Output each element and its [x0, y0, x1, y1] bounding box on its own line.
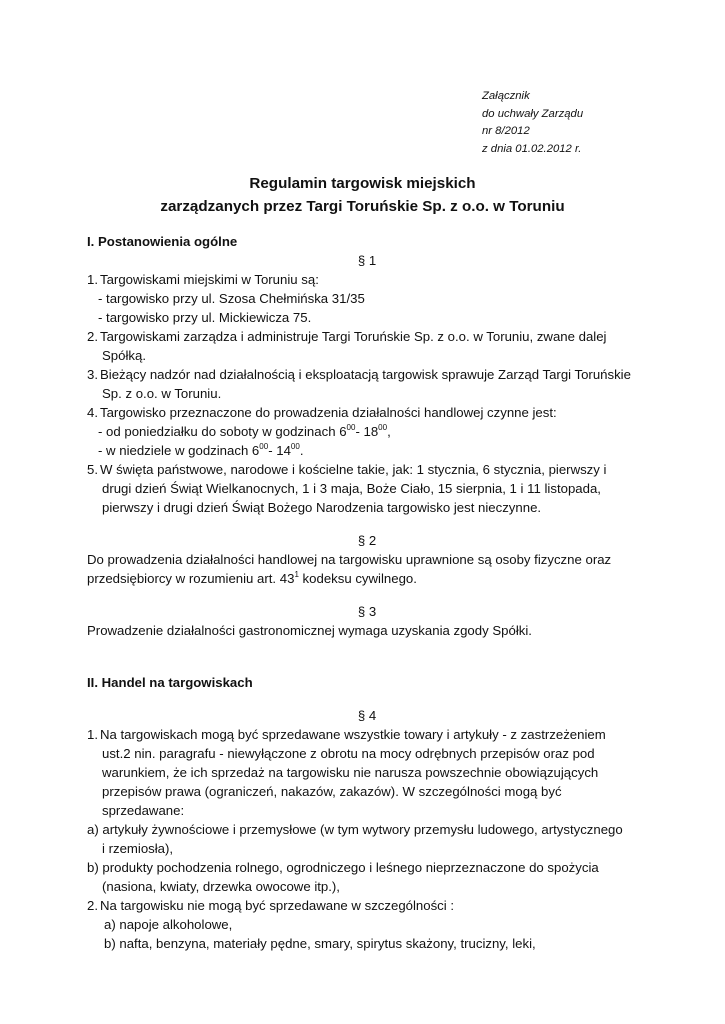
item-number: 5.: [87, 462, 98, 477]
document-title: [0, 172, 725, 218]
item-number: 1.: [87, 727, 98, 742]
section-heading: II. Handel na targowiskach: [87, 675, 253, 690]
list-item-continuation: Sp. z o.o. w Toruniu.: [102, 386, 222, 401]
annex-line: z dnia 01.02.2012 r.: [482, 142, 582, 155]
document-body: [87, 232, 647, 953]
paragraph-mark: § 3: [357, 604, 377, 619]
list-item-continuation: Spółką.: [102, 348, 146, 363]
item-number: 2.: [87, 329, 98, 344]
text-run: kodeksu cywilnego.: [298, 571, 417, 586]
list-subitem: a) artykuły żywnościowe i przemysłowe (w tym wytwory przemysłu ludowego, artystycznego: [87, 822, 623, 837]
annex-note: [482, 88, 583, 158]
item-text: Bieżący nadzór nad działalnością i eksploatacją targowisk sprawuje Zarząd Targi Toruńskie: [100, 367, 631, 382]
hours-minutes: 00: [259, 442, 269, 451]
list-subitem: b) produkty pochodzenia rolnego, ogrodniczego i leśnego nieprzeznaczone do spożycia: [87, 860, 599, 875]
hours-text: .: [299, 443, 304, 458]
list-item: [87, 725, 647, 744]
list-subitem: a) napoje alkoholowe,: [104, 917, 233, 932]
hours-minutes: 00: [290, 442, 300, 451]
item-number: 2.: [87, 898, 98, 913]
paragraph-mark: § 2: [357, 533, 377, 548]
list-item: [87, 896, 647, 915]
paragraph-text: [87, 569, 647, 588]
list-item-continuation: ust.2 nin. paragrafu - niewyłączone z obrotu na mocy odrębnych przepisów oraz pod: [102, 746, 595, 761]
annex-line: do uchwały Zarządu: [482, 107, 584, 120]
annex-line: Załącznik: [482, 90, 530, 102]
text-run: przedsiębiorcy w rozumieniu art. 43: [87, 571, 295, 586]
hours-text: - w niedziele w godzinach 6: [98, 443, 260, 458]
list-item: [87, 270, 647, 289]
hours-minutes: 00: [378, 423, 388, 432]
list-item-continuation: warunkiem, że ich sprzedaż na targowisku nie narusza powszechnie obowiązujących: [102, 765, 599, 780]
title-line: Regulamin targowisk miejskich: [249, 175, 476, 192]
list-subitem: [87, 422, 647, 441]
item-text: Targowisko przeznaczone do prowadzenia działalności handlowej czynne jest:: [100, 405, 557, 420]
item-text: Targowiskami miejskimi w Toruniu są:: [100, 272, 319, 287]
item-number: 1.: [87, 272, 98, 287]
list-item-continuation: drugi dzień Świąt Wielkanocnych, 1 i 3 maja, Boże Ciało, 15 sierpnia, 1 i 11 listopada,: [102, 481, 601, 496]
section-heading: I. Postanowienia ogólne: [87, 234, 238, 249]
list-item: [87, 403, 647, 422]
title-line: zarządzanych przez Targi Toruńskie Sp. z o.o. w Toruniu: [160, 198, 565, 215]
item-text: W święta państwowe, narodowe i kościelne takie, jak: 1 stycznia, 6 stycznia, pierwszy i: [100, 462, 607, 477]
list-subitem: - targowisko przy ul. Szosa Chełmińska 31/35: [98, 291, 365, 306]
paragraph-text: Do prowadzenia działalności handlowej na targowisku uprawnione są osoby fizyczne oraz: [87, 552, 612, 567]
list-item: [87, 365, 647, 384]
paragraph-mark: § 1: [357, 253, 377, 268]
list-item-continuation: przepisów prawa (ograniczeń, nakazów, zakazów). W szczególności mogą być: [102, 784, 562, 799]
hours-text: - od poniedziałku do soboty w godzinach 6: [98, 424, 347, 439]
list-subitem: b) nafta, benzyna, materiały pędne, smary, spirytus skażony, trucizny, leki,: [104, 936, 536, 951]
hours-minutes: 00: [346, 423, 356, 432]
list-item-continuation: (nasiona, kwiaty, drzewka owocowe itp.),: [102, 879, 340, 894]
item-text: Na targowisku nie mogą być sprzedawane w szczególności :: [100, 898, 455, 913]
list-item-continuation: i rzemiosła),: [102, 841, 174, 856]
hours-text: - 18: [355, 424, 379, 439]
list-item: [87, 460, 647, 479]
item-number: 3.: [87, 367, 98, 382]
item-number: 4.: [87, 405, 98, 420]
list-item: [87, 327, 647, 346]
paragraph-text: Prowadzenie działalności gastronomicznej wymaga uzyskania zgody Spółki.: [87, 623, 532, 638]
annex-line: nr 8/2012: [482, 125, 530, 137]
hours-text: ,: [387, 424, 391, 439]
paragraph-mark: § 4: [357, 708, 377, 723]
list-subitem: - targowisko przy ul. Mickiewicza 75.: [98, 310, 312, 325]
list-subitem: [87, 441, 647, 460]
item-text: Targowiskami zarządza i administruje Targi Toruńskie Sp. z o.o. w Toruniu, zwane dalej: [100, 329, 607, 344]
item-text: Na targowiskach mogą być sprzedawane wszystkie towary i artykuły - z zastrzeżeniem: [100, 727, 606, 742]
list-item-continuation: pierwszy i drugi dzień Świąt Bożego Narodzenia targowisko jest nieczynne.: [102, 500, 542, 515]
hours-text: - 14: [268, 443, 291, 458]
list-item-continuation: sprzedawane:: [102, 803, 185, 818]
article-superscript: 1: [294, 570, 299, 579]
